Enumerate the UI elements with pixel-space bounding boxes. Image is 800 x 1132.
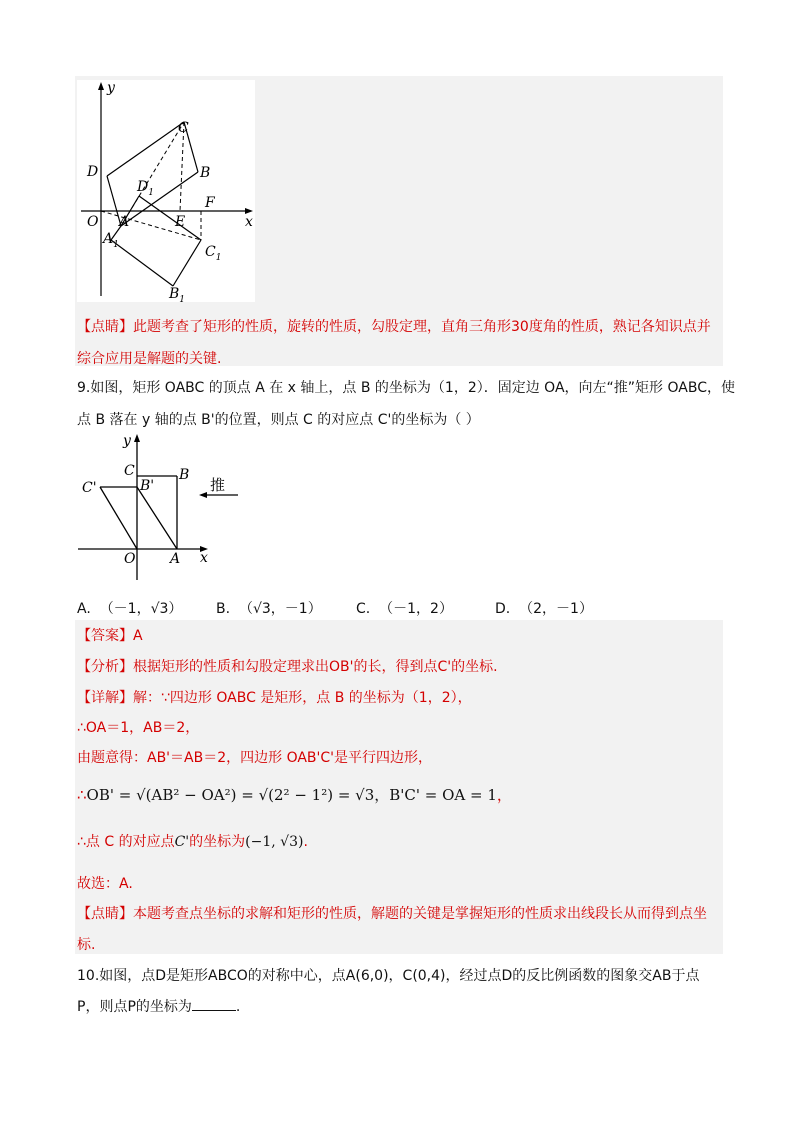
label-y: y [107, 80, 115, 96]
label-B: B [179, 467, 190, 483]
q10-stem-line1: 10.如图，点D是矩形ABCO的对称中心，点A(6,0)，C(0,4)，经过点D的反比例函数的图象交AB于点 [77, 968, 700, 984]
label-O: O [124, 551, 136, 567]
answer-blank[interactable] [192, 996, 236, 1011]
label-E: E [175, 214, 186, 230]
q10-stem-line2: P，则点P的坐标为 . [77, 996, 240, 1017]
option-d: D. （2，－1） [495, 601, 593, 617]
analysis-line: 【分析】根据矩形的性质和勾股定理求出OB'的长，得到点C'的坐标. [77, 659, 498, 675]
q8-figure [77, 80, 255, 302]
q9-figure [76, 432, 248, 582]
label-D1: $D_1$ [137, 179, 154, 198]
label-O: O [87, 214, 99, 230]
label-A: A [170, 551, 181, 567]
label-C: C [124, 463, 135, 479]
detail-line1: 【详解】解：∵四边形 OABC 是矩形，点 B 的坐标为（1，2）， [77, 690, 472, 706]
q9-stem-line1: 9.如图，矩形 OABC 的顶点 A 在 x 轴上，点 B 的坐标为（1，2）．固定边 OA，向左“推”矩形 OABC，使 [77, 380, 735, 396]
answer-line: 【答案】A [77, 628, 143, 644]
option-b: B. （√3，－1） [216, 601, 322, 617]
label-A1: $A_1$ [103, 231, 119, 250]
q9-comment-line2: 标. [77, 937, 96, 953]
label-push: 推 [210, 476, 226, 494]
label-B1: $B_1$ [169, 286, 186, 302]
comment-tag: 【点睛】 [77, 319, 133, 335]
choose-line: 故选：A. [77, 876, 133, 892]
option-a: A. （－1，√3） [77, 601, 183, 617]
label-B: B [200, 165, 211, 181]
q8-comment-line1 [77, 317, 711, 337]
label-D: D [87, 164, 99, 180]
q9-comment-line1: 【点睛】本题考查点坐标的求解和矩形的性质，解题的关键是掌握矩形的性质求出线段长从而得到点坐 [77, 906, 707, 922]
label-A: A [119, 214, 130, 230]
label-C-prime: C' [82, 480, 97, 496]
label-y: y [123, 433, 131, 449]
detail-line2: ∴OA＝1，AB＝2， [77, 720, 200, 736]
label-C: C [178, 120, 189, 136]
option-c: C. （－1，2） [356, 601, 453, 617]
label-F: F [205, 195, 215, 211]
label-x: x [245, 214, 253, 230]
q9-stem-line2: 点 B 落在 y 轴的点 B'的位置，则点 C 的对应点 C'的坐标为（ ） [77, 412, 480, 428]
label-x: x [200, 550, 208, 566]
detail-line5: ∴点 C 的对应点C'的坐标为(−1, √3). [77, 834, 308, 850]
q8-comment-line2: 综合应用是解题的关键. [77, 351, 222, 367]
comment-text: 此题考查了矩形的性质，旋转的性质，勾股定理，直角三角形30度角的性质，熟记各知识点并 [133, 319, 711, 335]
label-C1: $C_1$ [205, 244, 222, 263]
detail-line3: 由题意得：AB'＝AB＝2，四边形 OAB'C'是平行四边形， [77, 750, 432, 766]
label-B-prime: B' [140, 478, 155, 494]
detail-line4: ∴OB' = √(AB² − OA²) = √(2² − 1²) = √3，B'C' = OA = 1， [77, 786, 512, 804]
